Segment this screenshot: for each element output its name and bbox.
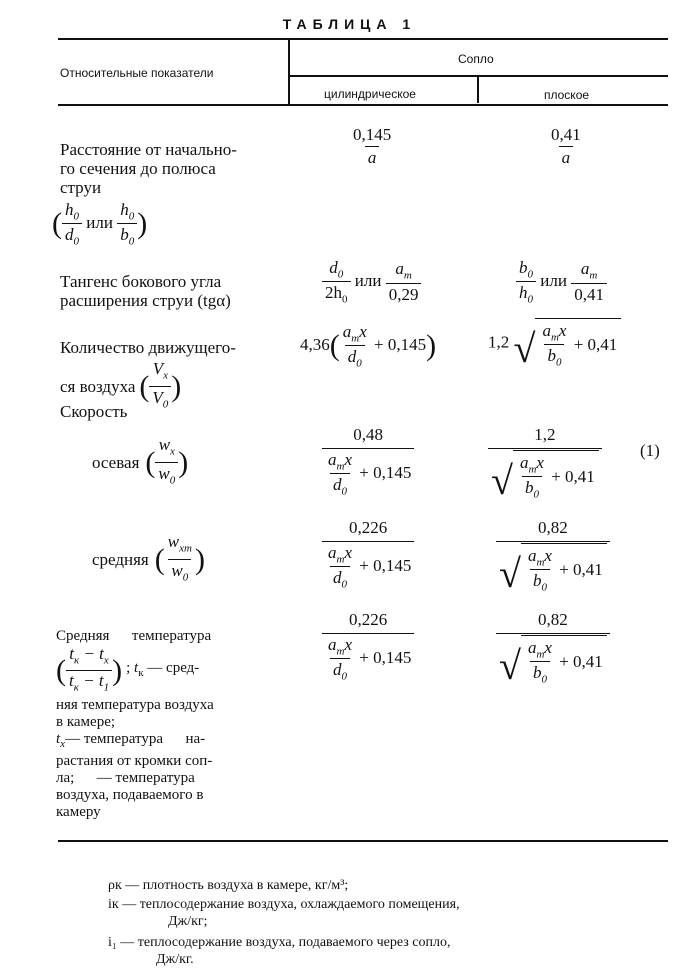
- row7-line4: растания от кромки соп-: [56, 752, 213, 769]
- row7-line2: в камере;: [56, 713, 116, 730]
- row7-line6: воздуха, подаваемого в: [56, 786, 204, 803]
- row5-label: осевая ( $\frac{w_x}{w_0}$ ): [92, 435, 188, 491]
- row1-label-line3: струи: [60, 178, 102, 197]
- row1-col1: $\frac{0,145}{a}$: [353, 125, 392, 167]
- row7-col1: 0,226 $\frac{a_тx}{d_0}$ + 0,145: [322, 610, 414, 683]
- header-group: Сопло: [458, 52, 494, 66]
- row1-col2: $\frac{0,41}{a}$: [551, 125, 581, 167]
- header-bottom-rule: [58, 104, 668, 106]
- row5-col1: 0,48 $\frac{a_тx}{d_0}$ + 0,145: [322, 425, 414, 498]
- row5-col2: 1,2 √ $\frac{a_тx}{b_0}$ + 0,41: [488, 425, 602, 501]
- row6-label: средняя ( $\frac{w_{xm}}{w_0}$ ): [92, 532, 205, 588]
- row7-col2: 0,82 √ $\frac{a_тx}{b_0}$ + 0,41: [496, 610, 610, 686]
- row6-col2: 0,82 √ $\frac{a_тx}{b_0}$ + 0,41: [496, 518, 610, 594]
- footnote-2-unit: Дж/кг;: [168, 914, 208, 929]
- row3-col1: 4,36( $\frac{a_тx}{d_0}$ + 0,145): [300, 322, 437, 370]
- header-top-rule: [58, 38, 668, 40]
- row5-equation-number: (1): [640, 441, 660, 460]
- row7-line7: камеру: [56, 803, 101, 820]
- subcol-divider: [477, 76, 479, 103]
- header-left: Относительные показатели: [60, 66, 214, 80]
- row3-label: Количество движущего- ся воздуха ( $\frac{V_x}{V_0}$ ): [60, 338, 300, 415]
- footnote-2: iк — теплосодержание воздуха, охлаждаемого помещения,: [108, 897, 460, 912]
- row2-label-line2: расширения струи (tgα): [60, 291, 231, 310]
- row2-label: [60, 272, 285, 310]
- footnotes: [108, 877, 673, 968]
- row3-label-line1: Количество движущего-: [60, 338, 236, 357]
- table-bottom-rule: [58, 840, 668, 842]
- row7-label: Средняя температура ( $\frac{t_к - t_x}{t_к - t_1}$ ) ; $t_к$ — сред- няя температура воздуха в камере; $t_x—$ температура на- растания от кромки соп- ла; — температура воздуха, подаваемого в камеру: [56, 628, 284, 821]
- footnote-3: i₁ — теплосодержание воздуха, подаваемого через сопло,: [108, 935, 451, 950]
- row3-label-line2: ся воздуха: [60, 377, 136, 397]
- header-vertical-rule: [288, 40, 290, 104]
- table-title: ТАБЛИЦА 1: [282, 16, 417, 32]
- row7-line1: няя температура воздуха: [56, 696, 214, 713]
- footnote-1: ρк — плотность воздуха в камере, кг/м³;: [108, 878, 349, 893]
- row7-line5: ла; — температура: [56, 769, 195, 786]
- row6-col1: 0,226 $\frac{a_тx}{d_0}$ + 0,145: [322, 518, 414, 591]
- header-col2: плоское: [544, 88, 590, 102]
- row4-label: Скорость: [60, 402, 128, 421]
- row1-or: или: [86, 212, 113, 232]
- row3-col2: 1,2 √ $\frac{a_тx}{b_0}$ + 0,41: [488, 318, 621, 369]
- row2-col1: $\frac{d_0}{2h_0}$ или $\frac{a_т}{0,29}$: [322, 258, 421, 306]
- row7-line3: — температура на-: [65, 730, 206, 747]
- row1-label-line1: Расстояние от начально-: [60, 140, 237, 159]
- row1-label-line2: го сечения до полюса: [60, 159, 216, 178]
- header-col1: цилиндрическое: [324, 87, 416, 101]
- row1-ratio: ( $\frac{h_0}{d_0}$ или $\frac{h_0}{b_0}$ ): [52, 200, 148, 248]
- row7-label-top: Средняя температура: [56, 628, 212, 644]
- row2-col2: $\frac{b_0}{h_0}$ или $\frac{a_т}{0,41}$: [516, 258, 607, 306]
- group-underline: [289, 75, 668, 77]
- row1-label: [60, 140, 285, 197]
- row2-label-line1: Тангенс бокового угла: [60, 272, 222, 291]
- footnote-3-unit: Дж/кг.: [156, 952, 194, 967]
